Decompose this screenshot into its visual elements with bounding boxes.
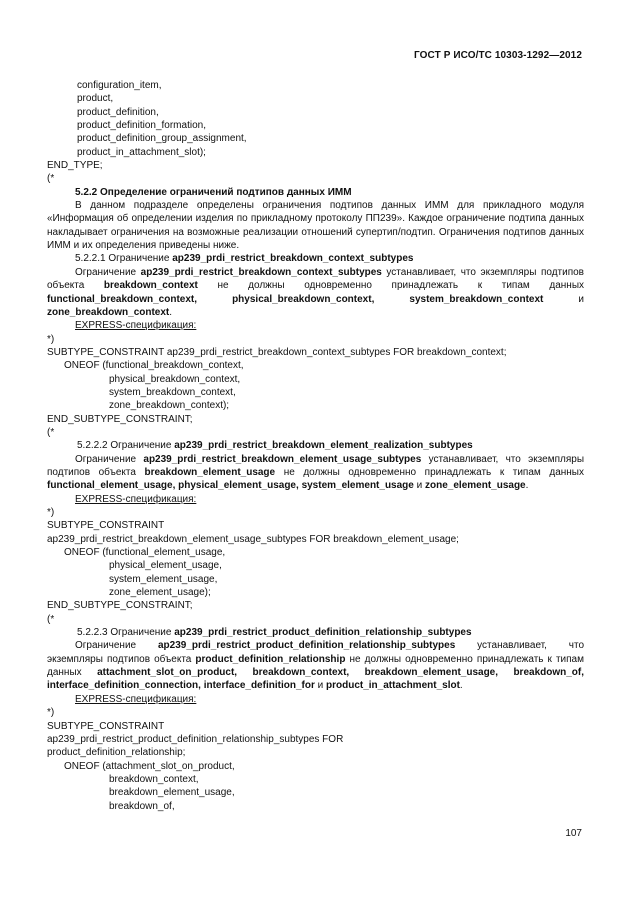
subsection-paragraph: Ограничение ap239_prdi_restrict_breakdown_context_subtypes устанавливает, что экземпляры подтипов объекта breakdown_context не должны одновременно принадлежать к типам данных functional_breakdown_context, physical_breakdown_context, system_breakdown_context и zone_breakdown_context.: [47, 266, 585, 318]
section-heading: 5.2.2 Определение ограничений подтипов данных ИММ: [75, 186, 352, 198]
code-line: breakdown_of,: [109, 800, 175, 812]
code-line: ONEOF (attachment_slot_on_product,: [64, 760, 235, 772]
code-line: ap239_prdi_restrict_product_definition_relationship_subtypes FOR: [47, 733, 344, 745]
code-line: product_definition,: [77, 106, 159, 118]
page-number: 107: [565, 828, 582, 839]
code-line: configuration_item,: [77, 80, 162, 91]
code-line: SUBTYPE_CONSTRAINT: [47, 520, 165, 532]
code-line: *): [47, 507, 55, 518]
code-line: ap239_prdi_restrict_breakdown_element_usage_subtypes FOR breakdown_element_usage;: [47, 533, 459, 545]
subsection-paragraph: Ограничение ap239_prdi_restrict_breakdown_element_usage_subtypes устанавливает, что экземпляры подтипов объекта breakdown_element_usage не должны одновременно принадлежать к типам данных functional_element_usage, physical_element_usage, system_element_usage и zone_element_usage.: [47, 453, 585, 492]
subsection-paragraph: Ограничение ap239_prdi_restrict_product_definition_relationship_subtypes устанавливает, что экземпляры подтипов объекта product_definition_relationship не должны одновременно принадлежать к типам данных attachment_slot_on_product, breakdown_context, breakdown_element_usage, breakdown_of, interface_definition_connection, interface_definition_for и product_in_attachment_slot.: [47, 640, 585, 692]
code-line: (*: [47, 173, 55, 185]
code-line: *): [47, 333, 55, 345]
code-line: zone_breakdown_context);: [109, 400, 230, 412]
code-line: SUBTYPE_CONSTRAINT: [47, 720, 165, 732]
code-line: product,: [77, 93, 114, 105]
code-line: (*: [47, 426, 55, 438]
subsection-title: 5.2.2.2 Ограничение ap239_prdi_restrict_breakdown_element_realization_subtypes: [77, 440, 473, 452]
subsection-title: 5.2.2.3 Ограничение ap239_prdi_restrict_product_definition_relationship_subtypes: [77, 627, 472, 639]
code-line: physical_breakdown_context,: [109, 373, 241, 385]
code-line: *): [47, 707, 55, 719]
code-line: system_element_usage,: [109, 573, 218, 585]
code-line: ONEOF (functional_breakdown_context,: [64, 360, 244, 372]
code-line: product_in_attachment_slot);: [77, 146, 206, 158]
code-line: END_TYPE;: [47, 160, 103, 172]
code-line: system_breakdown_context,: [109, 386, 236, 398]
subsection-title: 5.2.2.1 Ограничение ap239_prdi_restrict_breakdown_context_subtypes: [75, 253, 414, 265]
section-paragraph: В данном подразделе определены ограничения подтипов данных ИММ для прикладного модуля «Информация об определении изделия по прикладному протоколу ПП239». Каждое ограничение подтипа данных накладывает ограничения на возможные реализации отношений супертип/подтип. Ограничения подтипов данных ИММ и их определения приведены ниже.: [47, 200, 584, 252]
code-line: physical_element_usage,: [109, 560, 222, 572]
code-line: SUBTYPE_CONSTRAINT ap239_prdi_restrict_breakdown_context_subtypes FOR breakdown_context;: [47, 346, 507, 358]
code-line: (*: [47, 613, 55, 625]
express-label: EXPRESS-спецификация:: [75, 493, 197, 505]
code-line: product_definition_relationship;: [47, 747, 186, 759]
code-line: END_SUBTYPE_CONSTRAINT;: [47, 600, 193, 612]
code-line: END_SUBTYPE_CONSTRAINT;: [47, 413, 193, 425]
page-content: [47, 79, 584, 813]
code-line: product_definition_formation,: [77, 120, 206, 132]
code-line: zone_element_usage);: [109, 587, 211, 599]
express-label: EXPRESS-спецификация:: [75, 693, 197, 705]
code-line: product_definition_group_assignment,: [77, 133, 247, 145]
express-label: EXPRESS-спецификация:: [75, 320, 197, 332]
code-line: breakdown_context,: [109, 773, 199, 785]
standard-header: ГОСТ Р ИСО/ТС 10303-1292—2012: [414, 50, 582, 61]
code-line: breakdown_element_usage,: [109, 787, 235, 799]
code-line: ONEOF (functional_element_usage,: [64, 547, 226, 559]
